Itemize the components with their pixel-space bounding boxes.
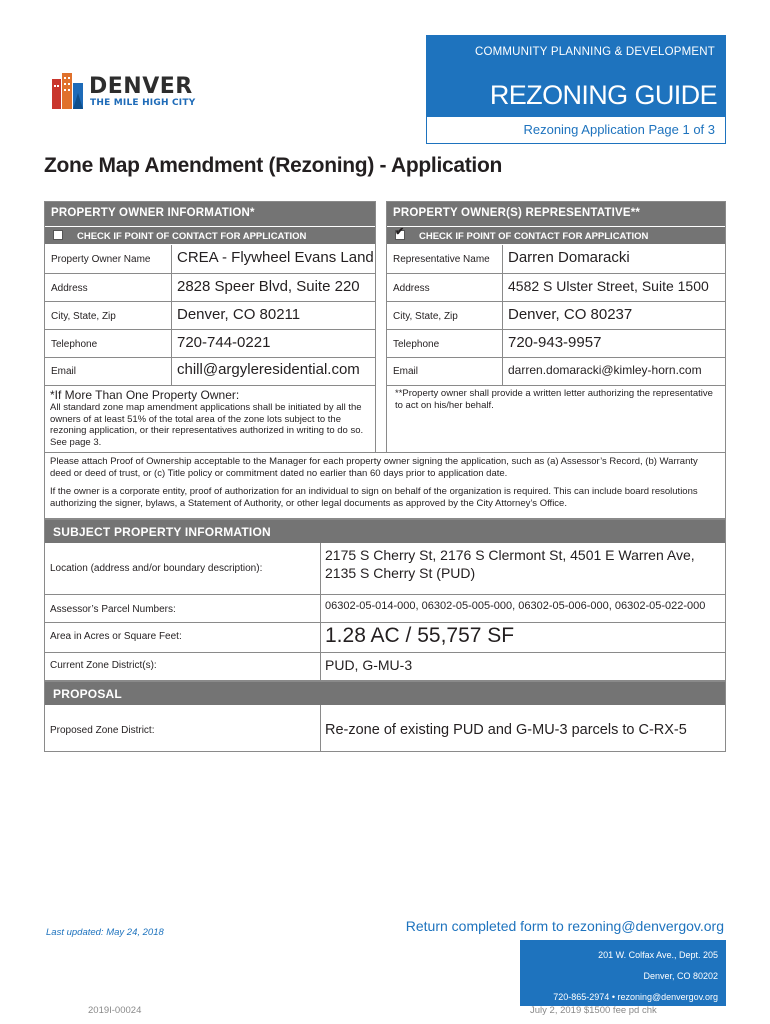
rep-email-field[interactable]: darren.domaracki@kimley-horn.com xyxy=(508,363,702,377)
rep-address-label: Address xyxy=(393,282,430,294)
check-icon: ✔ xyxy=(395,226,405,238)
rep-address-row xyxy=(387,274,430,302)
proposed-zone-field[interactable]: Re-zone of existing PUD and G-MU-3 parcels to C-RX-5 xyxy=(325,722,687,738)
owner-address-label: Address xyxy=(51,282,88,294)
address-line: 201 W. Colfax Ave., Dept. 205 xyxy=(598,950,718,960)
rep-city-label: City, State, Zip xyxy=(393,310,458,322)
zone-field[interactable]: PUD, G-MU-3 xyxy=(325,657,413,673)
ownership-proof-instructions xyxy=(44,452,726,519)
note-body: All standard zone map amendment applications shall be initiated by all the owners of at least 51% of the total area of the zone lots subject to the rezoning application, or their representatives authorized in writing to do so. See page 3. xyxy=(50,402,364,448)
fee-stamp: July 2, 2019 $1500 fee pd chk xyxy=(530,1005,657,1016)
contact-line: 720-865-2974 • rezoning@denvergov.org xyxy=(553,992,718,1002)
owner-city-row xyxy=(45,302,116,330)
owner-contact-label: CHECK IF POINT OF CONTACT FOR APPLICATION xyxy=(77,231,307,242)
owner-email-field[interactable]: chill@argyleresidential.com xyxy=(177,361,360,378)
owner-name-label: Property Owner Name xyxy=(51,253,151,265)
rep-email-label: Email xyxy=(393,365,419,377)
return-instructions: Return completed form to rezoning@denvergov.org xyxy=(405,918,724,934)
instruction-paragraph: Please attach Proof of Ownership acceptable to the Manager for each property owner signing the application, such as (a) Assessor’s Record, (b) Warranty deed or deed of trust, or (c) Title policy or commitment dated no earlier than 60 days prior to application date. xyxy=(50,456,698,479)
owner-address-field[interactable]: 2828 Speer Blvd, Suite 220 xyxy=(177,278,360,295)
parcel-field[interactable]: 06302-05-014-000, 06302-05-005-000, 06302-05-006-000, 06302-05-022-000 xyxy=(325,600,706,612)
office-address-box xyxy=(520,940,726,1006)
location-label: Location (address and/or boundary description): xyxy=(50,563,263,574)
owner-city-label: City, State, Zip xyxy=(51,310,116,322)
row-divider xyxy=(45,273,375,274)
rep-contact-label: CHECK IF POINT OF CONTACT FOR APPLICATION xyxy=(419,231,649,242)
denver-logo-icon xyxy=(52,73,84,111)
subject-divider xyxy=(320,543,321,681)
representative-note: **Property owner shall provide a written letter authorizing the representative to act on his/her behalf. xyxy=(395,388,713,411)
rep-contact-checkbox[interactable] xyxy=(395,226,405,240)
area-label: Area in Acres or Square Feet: xyxy=(50,631,182,642)
subject-property-section xyxy=(44,519,726,681)
rezoning-guide-box xyxy=(426,35,726,144)
proposal-section xyxy=(44,681,726,752)
row-divider xyxy=(45,357,375,358)
rep-city-field[interactable]: Denver, CO 80237 xyxy=(508,306,633,323)
rep-heading: PROPERTY OWNER(S) REPRESENTATIVE** xyxy=(387,202,725,226)
row-divider xyxy=(45,385,375,386)
rep-name-label: Representative Name xyxy=(393,253,490,265)
rep-email-row xyxy=(387,357,418,385)
zone-label: Current Zone District(s): xyxy=(50,660,157,671)
proposed-zone-label: Proposed Zone District: xyxy=(50,725,155,736)
row-divider xyxy=(387,273,725,274)
rep-address-field[interactable]: 4582 S Ulster Street, Suite 1500 xyxy=(508,278,709,294)
denver-logo xyxy=(52,73,202,113)
owner-name-field[interactable]: CREA - Flywheel Evans Land xyxy=(177,249,374,266)
owner-phone-label: Telephone xyxy=(51,338,98,350)
area-field[interactable]: 1.28 AC / 55,757 SF xyxy=(325,624,515,647)
page-indicator: Rezoning Application Page 1 of 3 xyxy=(523,122,715,137)
owner-phone-row xyxy=(45,330,97,358)
row-divider xyxy=(45,594,725,595)
owner-name-row xyxy=(45,245,150,273)
rep-name-row xyxy=(387,245,490,273)
rep-divider xyxy=(502,245,503,385)
rep-phone-label: Telephone xyxy=(393,338,440,350)
owner-city-field[interactable]: Denver, CO 80211 xyxy=(177,306,301,323)
guide-banner xyxy=(427,36,725,117)
guide-title: REZONING GUIDE xyxy=(489,80,717,110)
property-owner-section xyxy=(44,201,376,453)
multiple-owner-note xyxy=(50,388,372,448)
owner-contact-checkbox[interactable] xyxy=(53,230,63,240)
note-title: *If More Than One Property Owner: xyxy=(50,388,240,402)
rep-phone-field[interactable]: 720-943-9957 xyxy=(508,334,602,351)
rep-contact-row xyxy=(387,226,725,244)
page-title: Zone Map Amendment (Rezoning) - Application xyxy=(44,154,503,177)
owner-divider xyxy=(171,245,172,385)
owner-email-row xyxy=(45,357,76,385)
representative-section xyxy=(386,201,726,453)
row-divider xyxy=(45,652,725,653)
owner-address-row xyxy=(45,274,88,302)
row-divider xyxy=(387,357,725,358)
rep-name-field[interactable]: Darren Domaracki xyxy=(508,249,630,266)
row-divider xyxy=(387,385,725,386)
rep-city-row xyxy=(387,302,458,330)
logo-tagline: THE MILE HIGH CITY xyxy=(90,98,196,108)
logo-wordmark: DENVER xyxy=(89,74,193,99)
rep-phone-row xyxy=(387,330,439,358)
address-line: Denver, CO 80202 xyxy=(643,971,718,981)
case-number-stamp: 2019I-00024 xyxy=(88,1005,142,1016)
parcel-label: Assessor’s Parcel Numbers: xyxy=(50,604,176,615)
owner-contact-row xyxy=(45,226,375,244)
row-divider xyxy=(45,622,725,623)
proposal-heading: PROPOSAL xyxy=(45,682,725,705)
last-updated: Last updated: May 24, 2018 xyxy=(46,927,164,938)
proposal-divider xyxy=(320,705,321,752)
owner-phone-field[interactable]: 720-744-0221 xyxy=(177,334,271,351)
department-label: COMMUNITY PLANNING & DEVELOPMENT xyxy=(474,46,715,58)
location-field[interactable]: 2175 S Cherry St, 2176 S Clermont St, 4501 E Warren Ave, 2135 S Cherry St (PUD) xyxy=(325,547,695,581)
instruction-paragraph: If the owner is a corporate entity, proof of authorization for an individual to sign on behalf of the organization is required. This can include board resolutions authorizing the signer, bylaws, a Statement of Authority, or other legal documents as approved by the City Attorney’s Office. xyxy=(50,486,698,509)
owner-email-label: Email xyxy=(51,365,77,377)
owner-heading: PROPERTY OWNER INFORMATION* xyxy=(45,202,375,226)
subject-heading: SUBJECT PROPERTY INFORMATION xyxy=(45,520,725,543)
